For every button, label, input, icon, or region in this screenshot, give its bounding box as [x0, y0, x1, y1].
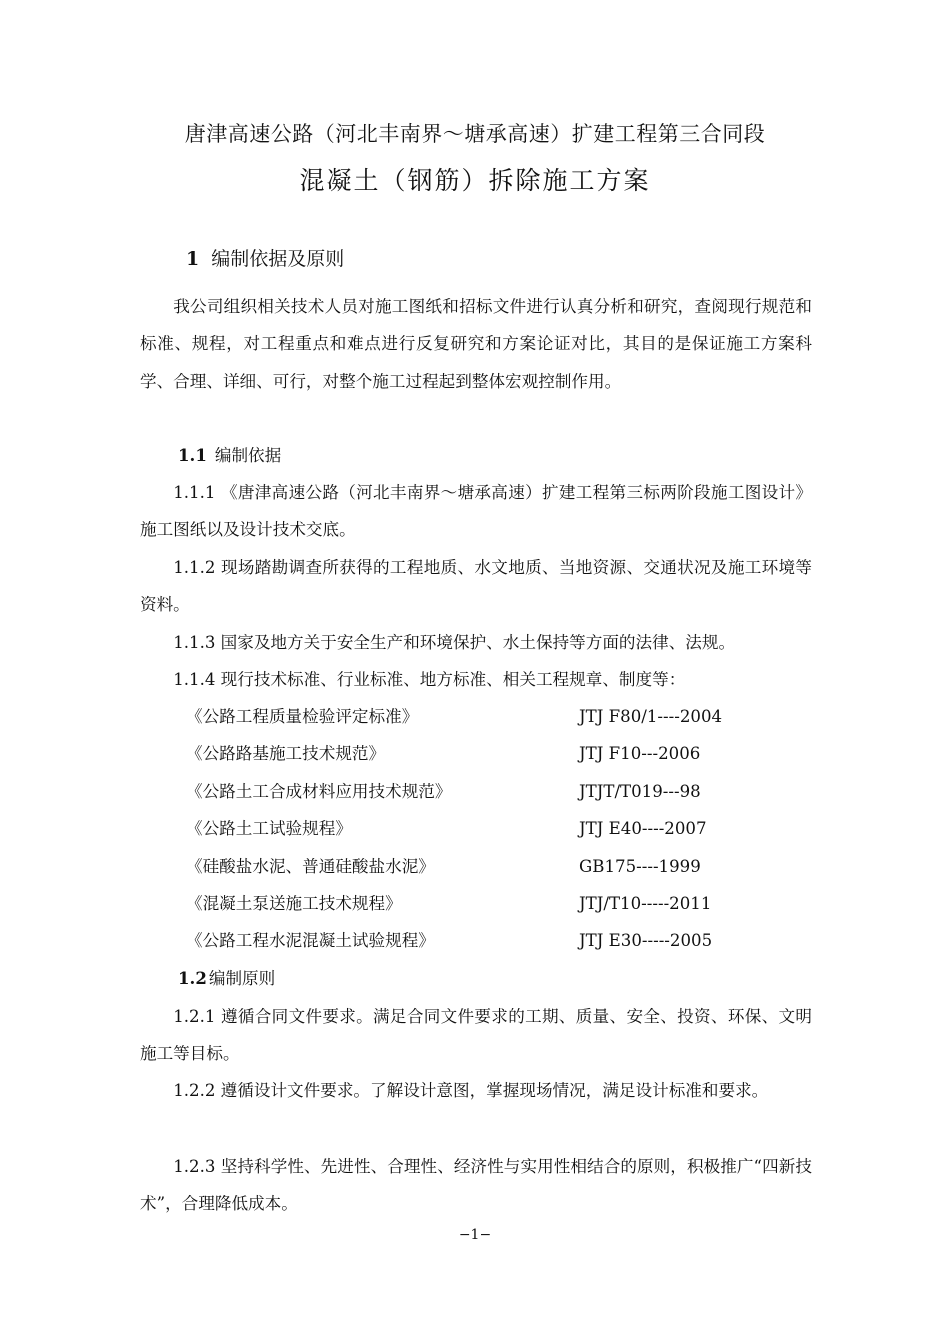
- paragraph-intro: 我公司组织相关技术人员对施工图纸和招标文件进行认真分析和研究，查阅现行规范和标准、规程，对工程重点和难点进行反复研究和方案论证对比，其目的是保证施工方案科学、合理、详细、可行，对整个施工过程起到整体宏观控制作用。: [140, 297, 812, 391]
- principle-item-1: [140, 998, 812, 1073]
- standard-name: 《混凝土泵送施工技术规程》: [186, 893, 402, 913]
- page-number: −1−: [458, 1227, 492, 1243]
- list-item: [186, 922, 786, 959]
- section-intro: [140, 288, 812, 400]
- standard-code: JTJ/T10-----2011: [579, 893, 712, 913]
- standard-code: JTJ E30-----2005: [579, 931, 713, 951]
- paragraph: 1.1.3 国家及地方关于安全生产和环境保护、水土保持等方面的法律、法规。: [173, 633, 736, 652]
- list-item: [186, 885, 786, 922]
- list-item: [186, 848, 786, 885]
- document-title-line2: 混凝土（钢筋）拆除施工方案: [299, 166, 651, 195]
- paragraph: 1.2.2 遵循设计文件要求。了解设计意图，掌握现场情况，满足设计标准和要求。: [173, 1081, 769, 1100]
- standard-name: 《公路土工试验规程》: [186, 819, 352, 839]
- standard-name: 《公路路基施工技术规范》: [186, 744, 386, 764]
- section-heading-1-2: [178, 960, 275, 997]
- standard-name: 《公路工程水泥混凝土试验规程》: [186, 931, 435, 951]
- paragraph: 1.2.3 坚持科学性、先进性、合理性、经济性与实用性相结合的原则，积极推广“四新技术”，合理降低成本。: [140, 1157, 812, 1214]
- principle-item-3: [140, 1148, 812, 1223]
- section-heading-1: [186, 243, 344, 275]
- section-title: 编制依据: [214, 446, 282, 465]
- section-number: 1.2: [178, 968, 207, 988]
- standard-name: 《硅酸盐水泥、普通硅酸盐水泥》: [186, 856, 435, 876]
- paragraph: 1.1.2 现场踏勘调查所获得的工程地质、水文地质、当地资源、交通状况及施工环境等资料。: [140, 558, 812, 615]
- section-heading-1-1: [178, 437, 281, 474]
- standard-code: JTJT/T019---98: [579, 781, 701, 801]
- section-title: 编制原则: [208, 969, 276, 988]
- standard-code: JTJ E40----2007: [579, 819, 707, 839]
- section-number: 1.1: [178, 445, 207, 465]
- standards-list: [186, 698, 786, 960]
- list-item: [186, 773, 786, 810]
- basis-item-4: [140, 661, 812, 698]
- principle-item-2: [140, 1072, 812, 1109]
- standard-code: GB175----1999: [579, 856, 701, 876]
- paragraph: 1.2.1 遵循合同文件要求。满足合同文件要求的工期、质量、安全、投资、环保、文明施工等目标。: [140, 1007, 812, 1064]
- section-number: 1: [186, 248, 200, 270]
- basis-item-3: [140, 624, 812, 661]
- list-item: [186, 735, 786, 772]
- list-item: [186, 810, 786, 847]
- paragraph: 1.1.4 现行技术标准、行业标准、地方标准、相关工程规章、制度等：: [173, 670, 686, 689]
- standard-code: JTJ F10---2006: [579, 744, 701, 764]
- standard-code: JTJ F80/1----2004: [579, 707, 723, 726]
- standard-name: 《公路工程质量检验评定标准》: [186, 707, 419, 726]
- basis-item-1: [140, 474, 812, 549]
- paragraph: 1.1.1 《唐津高速公路（河北丰南界～塘承高速）扩建工程第三标两阶段施工图设计》施工图纸以及设计技术交底。: [140, 483, 812, 540]
- list-item: [186, 698, 786, 735]
- document-title-line1: 唐津高速公路（河北丰南界～塘承高速）扩建工程第三合同段: [184, 122, 766, 146]
- section-title: 编制依据及原则: [211, 248, 345, 270]
- basis-item-2: [140, 549, 812, 624]
- standard-name: 《公路土工合成材料应用技术规范》: [186, 781, 452, 801]
